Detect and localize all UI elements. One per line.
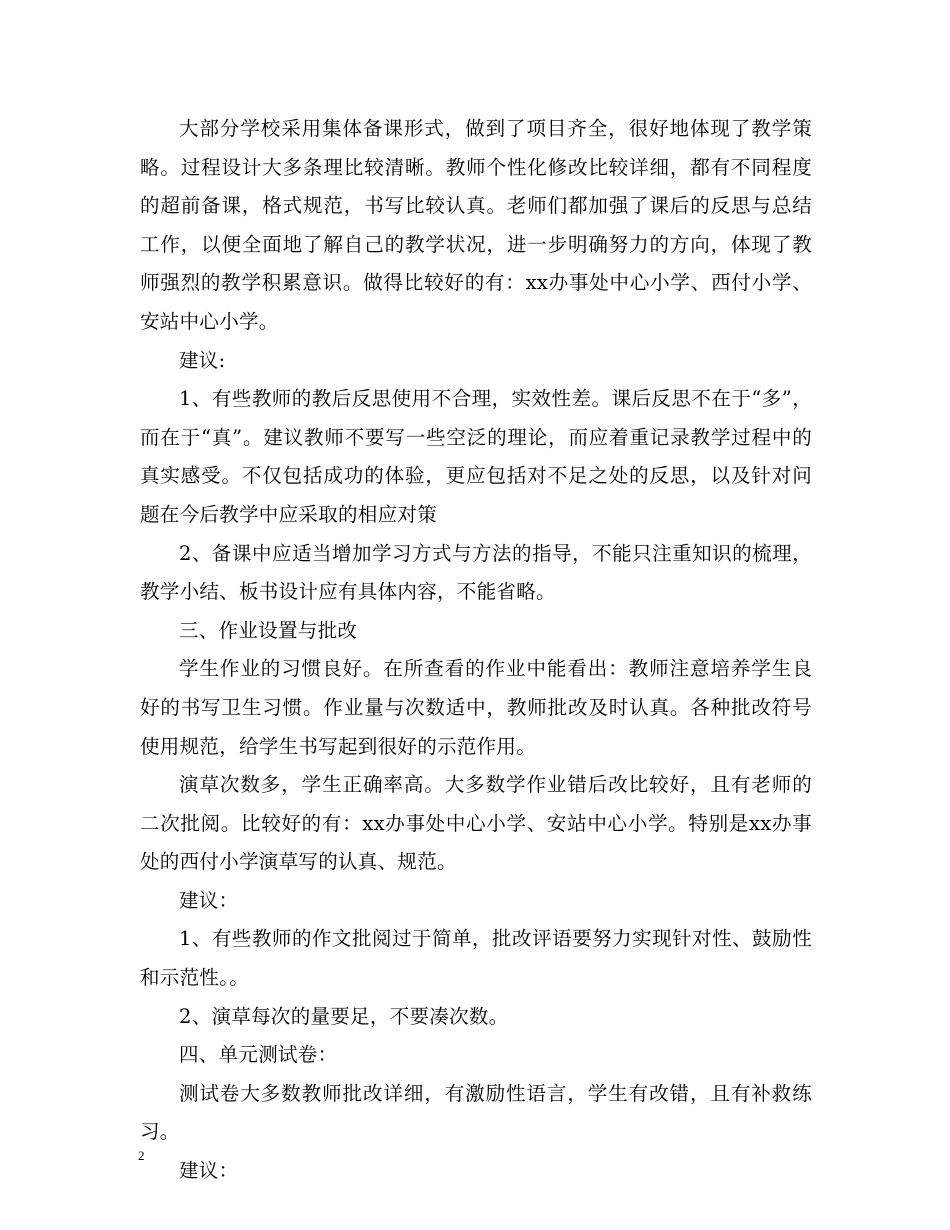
paragraph: 1、有些教师的作文批阅过于简单，批改评语要努力实现针对性、鼓励性和示范性。。 bbox=[140, 927, 812, 990]
paragraph: 1、有些教师的教后反思使用不合理，实效性差。课后反思不在于“多”，而在于“真”。建议教师不要写一些空泛的理论，而应着重记录教学过程中的真实感受。不仅包括成功的体验，更应包括对不足之处的反思，以及针对问题在今后教学中应采取的相应对策 bbox=[140, 387, 812, 526]
page-number: 2 bbox=[138, 1148, 145, 1163]
paragraph: 测试卷大多数教师批改详细，有激励性语言，学生有改错，且有补救练习。 bbox=[140, 1081, 812, 1144]
paragraph: 建议： bbox=[179, 888, 239, 912]
paragraph: 建议： bbox=[179, 1159, 239, 1183]
paragraph: 2、备课中应适当增加学习方式与方法的指导，不能只注重知识的梳理，教学小结、板书设计应有具体内容，不能省略。 bbox=[140, 541, 812, 604]
document-body bbox=[140, 110, 812, 1191]
paragraph: 2、演草每次的量要足，不要凑次数。 bbox=[179, 1004, 509, 1028]
paragraph: 建议: bbox=[179, 348, 226, 372]
section-heading: 四、单元测试卷： bbox=[179, 1043, 338, 1067]
section-heading: 三、作业设置与批改 bbox=[179, 618, 358, 642]
paragraph: 大部分学校采用集体备课形式，做到了项目齐全，很好地体现了教学策略。过程设计大多条理比较清晰。教师个性化修改比较详细，都有不同程度的超前备课，格式规范，书写比较认真。老师们都加强了课后的反思与总结工作，以便全面地了解自己的教学状况，进一步明确努力的方向，体现了教师强烈的教学积累意识。做得比较好的有：xx办事处中心小学、西付小学、安站中心小学。 bbox=[140, 117, 812, 333]
paragraph: 学生作业的习惯良好。在所查看的作业中能看出：教师注意培养学生良好的书写卫生习惯。作业量与次数适中，教师批改及时认真。各种批改符号使用规范，给学生书写起到很好的示范作用。 bbox=[140, 657, 812, 758]
paragraph: 演草次数多，学生正确率高。大多数学作业错后改比较好，且有老师的二次批阅。比较好的有：xx办事处中心小学、安站中心小学。特别是xx办事处的西付小学演草写的认真、规范。 bbox=[140, 773, 812, 874]
